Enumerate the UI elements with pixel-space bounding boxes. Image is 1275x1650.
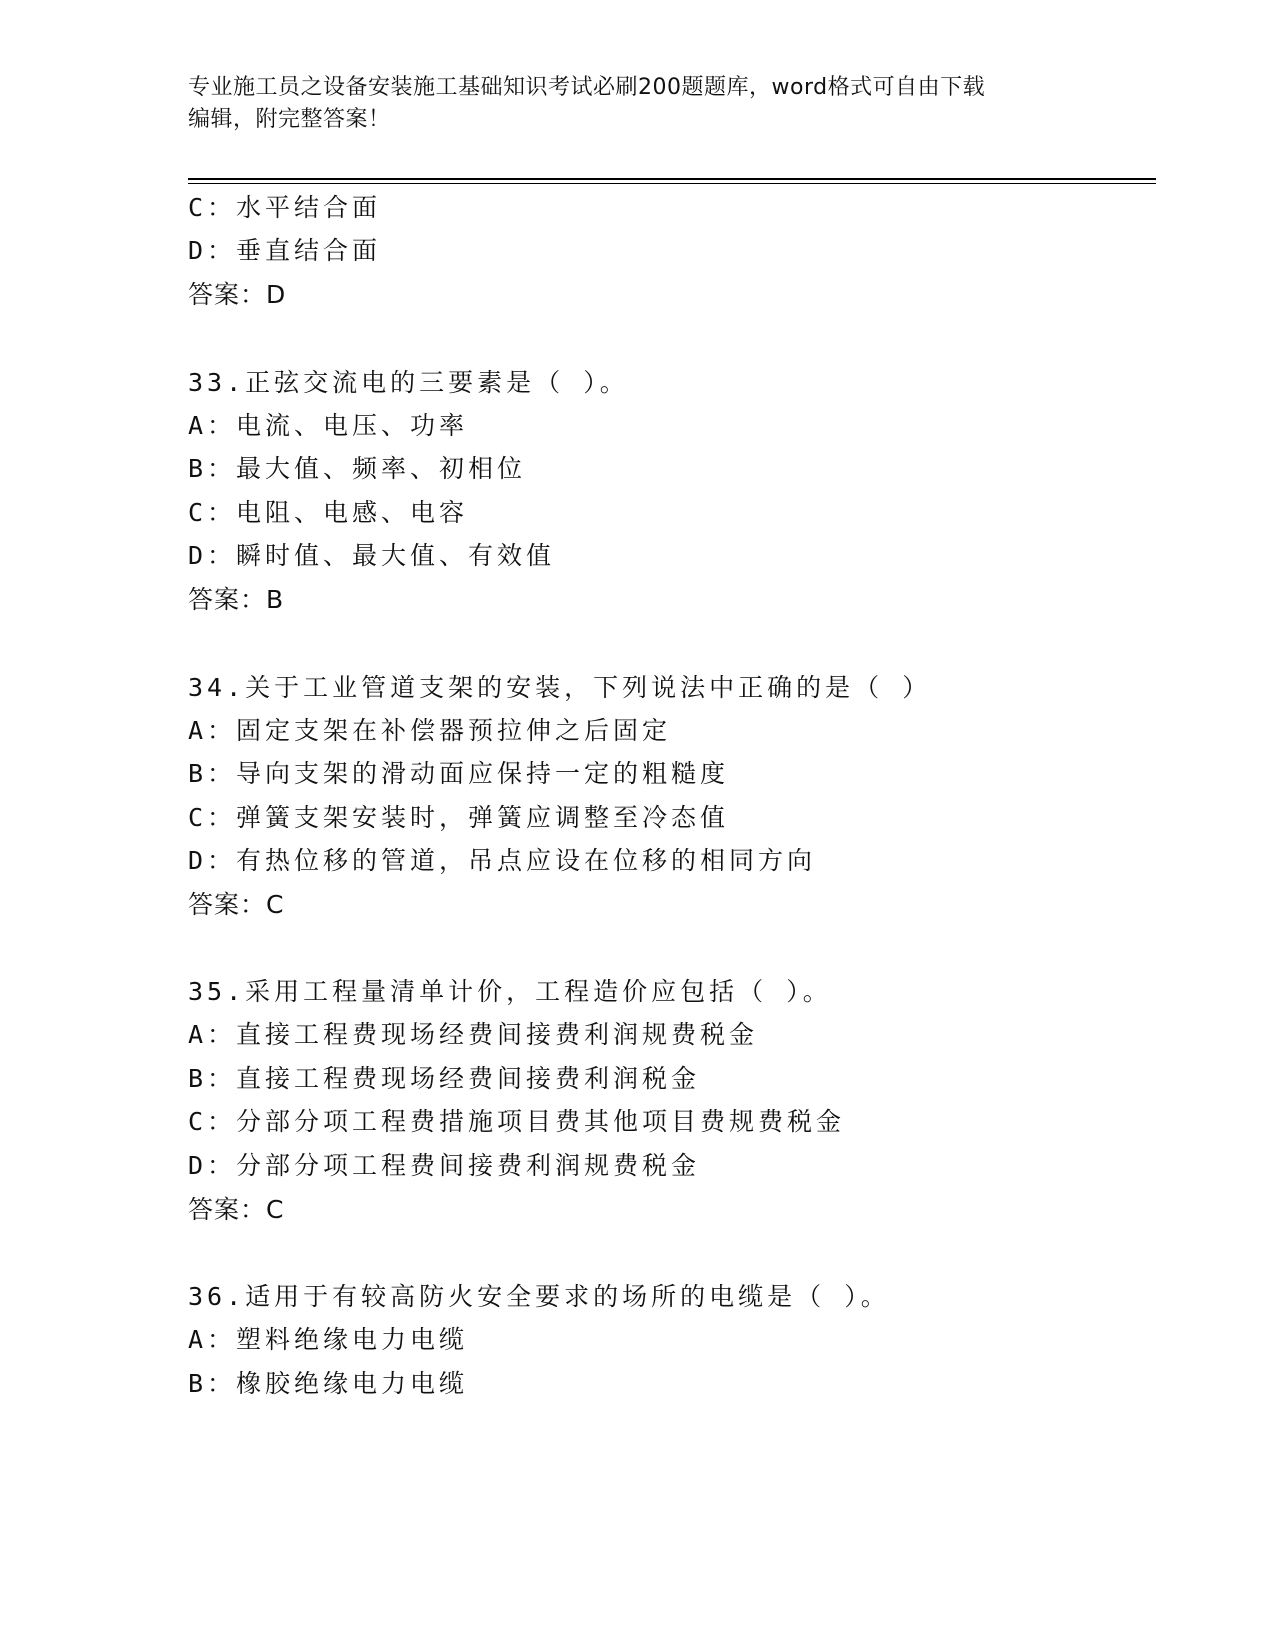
option-a: A：固定支架在补偿器预拉伸之后固定 [188, 716, 672, 745]
option-d: D：瞬时值、最大值、有效值 [188, 541, 556, 570]
option-b: B：最大值、频率、初相位 [188, 454, 527, 483]
option-c: C：分部分项工程费措施项目费其他项目费规费税金 [188, 1107, 846, 1136]
header-title-line-1: 专业施工员之设备安装施工基础知识考试必刷200题题库，word格式可自由下载 [188, 75, 986, 100]
question-stem: 36.适用于有较高防火安全要求的场所的电缆是（ ）。 [188, 1282, 890, 1311]
option-a: A：电流、电压、功率 [188, 411, 469, 440]
option-b: B：直接工程费现场经费间接费利润税金 [188, 1064, 701, 1093]
question-stem: 34.关于工业管道支架的安装，下列说法中正确的是（ ） [188, 673, 932, 702]
option-c: C：水平结合面 [188, 193, 382, 222]
option-d: D：垂直结合面 [188, 236, 382, 265]
answer-line: 答案：B [188, 585, 285, 614]
answer-line: 答案：C [188, 890, 285, 919]
option-a: A：塑料绝缘电力电缆 [188, 1325, 469, 1354]
option-c: C：电阻、电感、电容 [188, 498, 469, 527]
answer-line: 答案：D [188, 280, 287, 309]
header-divider-thick [188, 178, 1156, 180]
option-b: B：橡胶绝缘电力电缆 [188, 1369, 469, 1398]
header-title-line-2: 编辑，附完整答案！ [188, 107, 391, 132]
question-stem: 35.采用工程量清单计价，工程造价应包括（ ）。 [188, 977, 832, 1006]
header-divider-thin [188, 183, 1156, 184]
option-d: D：有热位移的管道，吊点应设在位移的相同方向 [188, 846, 817, 875]
document-header [188, 72, 1088, 136]
option-d: D：分部分项工程费间接费利润规费税金 [188, 1151, 701, 1180]
option-c: C：弹簧支架安装时，弹簧应调整至冷态值 [188, 803, 730, 832]
option-a: A：直接工程费现场经费间接费利润规费税金 [188, 1020, 759, 1049]
answer-line: 答案：C [188, 1195, 285, 1224]
option-b: B：导向支架的滑动面应保持一定的粗糙度 [188, 759, 730, 788]
question-stem: 33.正弦交流电的三要素是（ ）。 [188, 368, 629, 397]
